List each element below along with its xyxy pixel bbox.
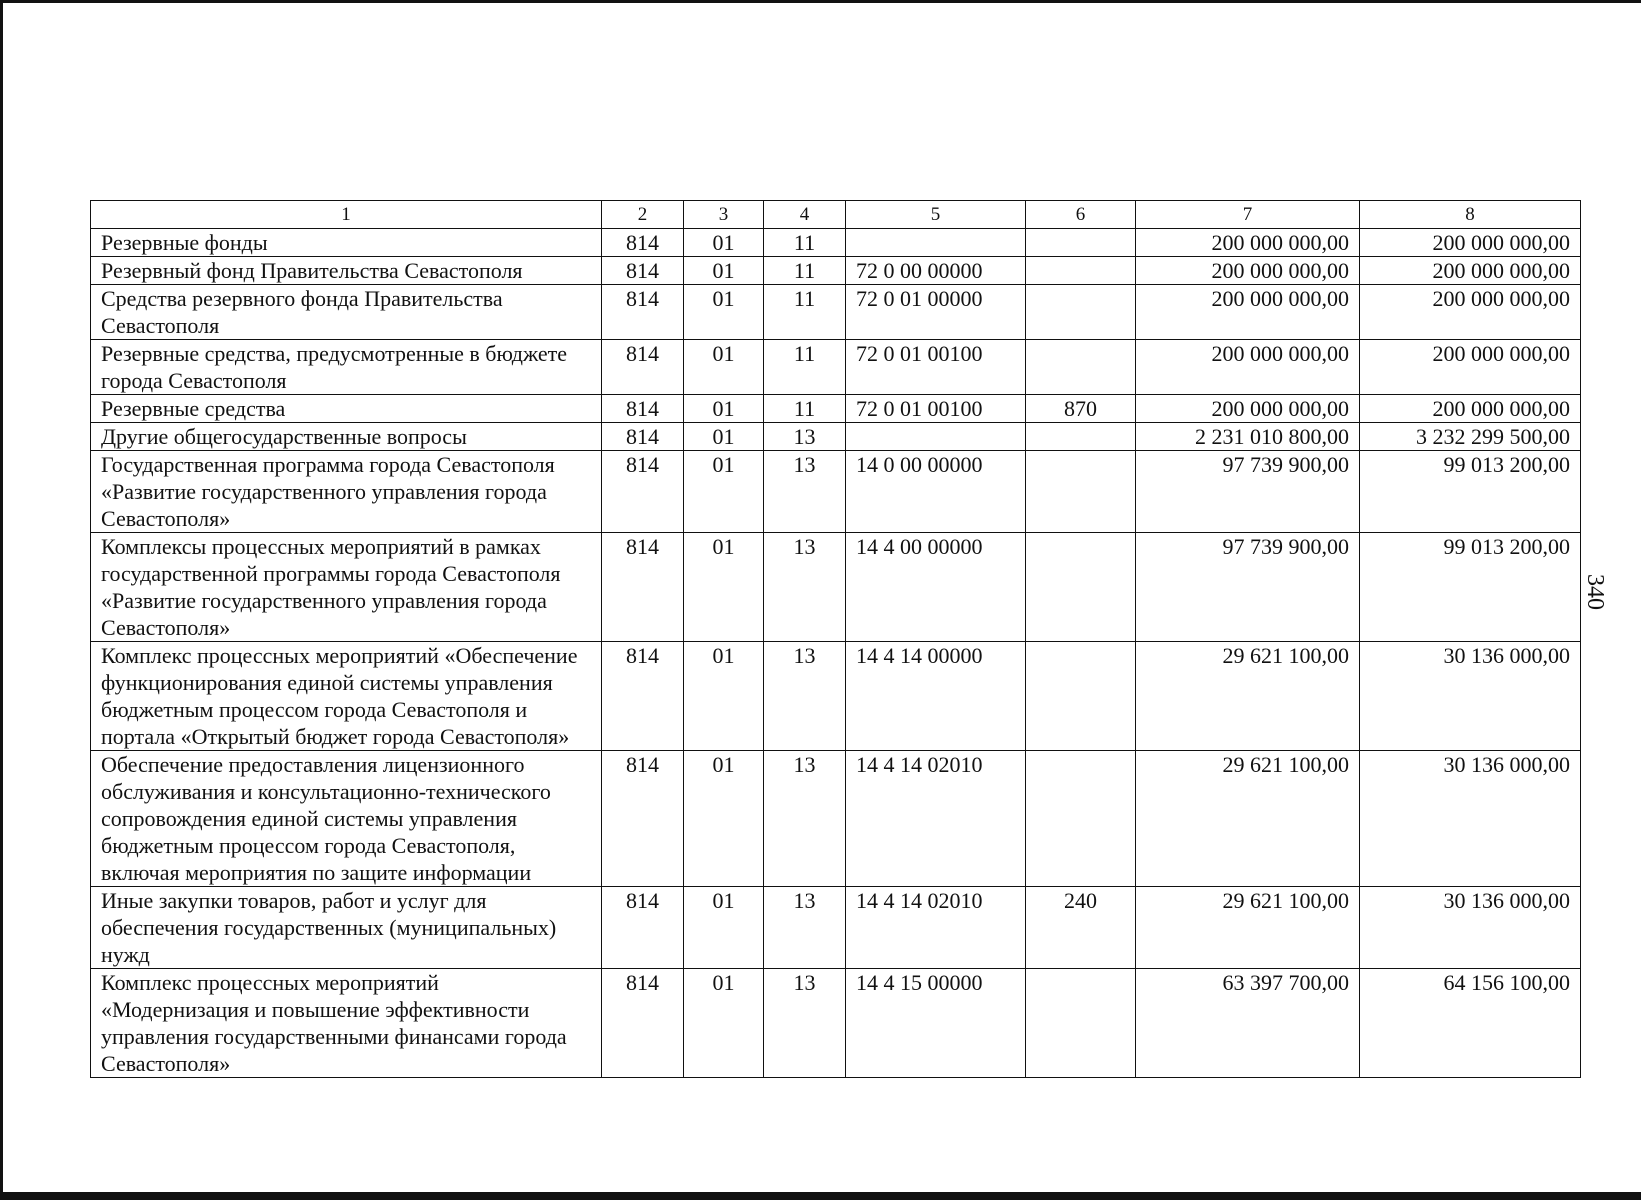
amount-col7-cell: 29 621 100,00 <box>1136 887 1360 969</box>
target-article-cell <box>846 423 1026 451</box>
expense-type-cell <box>1026 533 1136 642</box>
expense-type-cell <box>1026 423 1136 451</box>
amount-col7-cell: 97 739 900,00 <box>1136 533 1360 642</box>
table-row <box>91 257 1581 285</box>
item-name-cell: Государственная программа города Севастополя «Развитие государственного управления города Севастополя» <box>91 451 602 533</box>
section-code-cell: 01 <box>684 229 764 257</box>
target-article-cell: 14 4 14 00000 <box>846 642 1026 751</box>
amount-col7-cell: 200 000 000,00 <box>1136 257 1360 285</box>
target-article-cell: 14 0 00 00000 <box>846 451 1026 533</box>
amount-col8-cell: 200 000 000,00 <box>1360 395 1581 423</box>
item-name-cell: Комплекс процессных мероприятий «Модернизация и повышение эффективности управления государственными финансами города Севастополя» <box>91 969 602 1078</box>
scan-border-left <box>0 0 3 1200</box>
target-article-cell: 14 4 00 00000 <box>846 533 1026 642</box>
subsection-code-cell: 13 <box>764 423 846 451</box>
table-row <box>91 533 1581 642</box>
expense-type-cell <box>1026 642 1136 751</box>
column-header: 2 <box>602 201 684 229</box>
table-row <box>91 642 1581 751</box>
section-code-cell: 01 <box>684 451 764 533</box>
table-header <box>91 201 1581 229</box>
item-name-cell: Комплекс процессных мероприятий «Обеспечение функционирования единой системы управления бюджетным процессом города Севастополя и портала «Открытый бюджет города Севастополя» <box>91 642 602 751</box>
table-row <box>91 395 1581 423</box>
amount-col8-cell: 30 136 000,00 <box>1360 751 1581 887</box>
section-code-cell: 01 <box>684 751 764 887</box>
table-row <box>91 887 1581 969</box>
expense-type-cell <box>1026 751 1136 887</box>
amount-col7-cell: 2 231 010 800,00 <box>1136 423 1360 451</box>
item-name-cell: Другие общегосударственные вопросы <box>91 423 602 451</box>
section-code-cell: 01 <box>684 642 764 751</box>
column-header: 7 <box>1136 201 1360 229</box>
department-code-cell: 814 <box>602 285 684 340</box>
amount-col7-cell: 200 000 000,00 <box>1136 285 1360 340</box>
department-code-cell: 814 <box>602 751 684 887</box>
subsection-code-cell: 11 <box>764 285 846 340</box>
section-code-cell: 01 <box>684 423 764 451</box>
section-code-cell: 01 <box>684 285 764 340</box>
column-header: 3 <box>684 201 764 229</box>
section-code-cell: 01 <box>684 395 764 423</box>
page-number: 340 <box>1582 574 1608 610</box>
department-code-cell: 814 <box>602 340 684 395</box>
amount-col7-cell: 63 397 700,00 <box>1136 969 1360 1078</box>
item-name-cell: Средства резервного фонда Правительства Севастополя <box>91 285 602 340</box>
department-code-cell: 814 <box>602 969 684 1078</box>
amount-col7-cell: 200 000 000,00 <box>1136 395 1360 423</box>
department-code-cell: 814 <box>602 395 684 423</box>
subsection-code-cell: 13 <box>764 642 846 751</box>
section-code-cell: 01 <box>684 887 764 969</box>
amount-col7-cell: 200 000 000,00 <box>1136 340 1360 395</box>
section-code-cell: 01 <box>684 969 764 1078</box>
target-article-cell: 72 0 00 00000 <box>846 257 1026 285</box>
table-row <box>91 229 1581 257</box>
subsection-code-cell: 13 <box>764 969 846 1078</box>
item-name-cell: Резервные средства, предусмотренные в бюджете города Севастополя <box>91 340 602 395</box>
column-number-row <box>91 201 1581 229</box>
column-header: 4 <box>764 201 846 229</box>
amount-col8-cell: 200 000 000,00 <box>1360 340 1581 395</box>
item-name-cell: Обеспечение предоставления лицензионного обслуживания и консультационно-технического сопровождения единой системы управления бюджетным процессом города Севастополя, включая мероприятия по защите информации <box>91 751 602 887</box>
item-name-cell: Иные закупки товаров, работ и услуг для обеспечения государственных (муниципальных) нужд <box>91 887 602 969</box>
section-code-cell: 01 <box>684 257 764 285</box>
amount-col8-cell: 30 136 000,00 <box>1360 887 1581 969</box>
expense-type-cell <box>1026 285 1136 340</box>
item-name-cell: Комплексы процессных мероприятий в рамках государственной программы города Севастополя «Развитие государственного управления города Севастополя» <box>91 533 602 642</box>
table-row <box>91 423 1581 451</box>
amount-col8-cell: 200 000 000,00 <box>1360 229 1581 257</box>
table-body <box>91 229 1581 1078</box>
amount-col8-cell: 99 013 200,00 <box>1360 533 1581 642</box>
expense-type-cell <box>1026 451 1136 533</box>
table-row <box>91 285 1581 340</box>
column-header: 6 <box>1026 201 1136 229</box>
expense-type-cell <box>1026 257 1136 285</box>
amount-col7-cell: 97 739 900,00 <box>1136 451 1360 533</box>
subsection-code-cell: 13 <box>764 451 846 533</box>
column-header: 5 <box>846 201 1026 229</box>
expense-type-cell <box>1026 340 1136 395</box>
target-article-cell: 72 0 01 00000 <box>846 285 1026 340</box>
amount-col8-cell: 30 136 000,00 <box>1360 642 1581 751</box>
subsection-code-cell: 13 <box>764 887 846 969</box>
department-code-cell: 814 <box>602 229 684 257</box>
subsection-code-cell: 13 <box>764 751 846 887</box>
table-row <box>91 969 1581 1078</box>
department-code-cell: 814 <box>602 257 684 285</box>
scan-border-bottom <box>0 1192 1641 1200</box>
target-article-cell: 14 4 14 02010 <box>846 751 1026 887</box>
target-article-cell: 14 4 15 00000 <box>846 969 1026 1078</box>
expense-type-cell: 240 <box>1026 887 1136 969</box>
expense-type-cell <box>1026 969 1136 1078</box>
table-row <box>91 751 1581 887</box>
expense-type-cell <box>1026 229 1136 257</box>
amount-col8-cell: 64 156 100,00 <box>1360 969 1581 1078</box>
amount-col8-cell: 3 232 299 500,00 <box>1360 423 1581 451</box>
department-code-cell: 814 <box>602 423 684 451</box>
budget-table <box>90 200 1581 1078</box>
amount-col7-cell: 200 000 000,00 <box>1136 229 1360 257</box>
department-code-cell: 814 <box>602 642 684 751</box>
expense-type-cell: 870 <box>1026 395 1136 423</box>
subsection-code-cell: 11 <box>764 395 846 423</box>
column-header: 1 <box>91 201 602 229</box>
amount-col7-cell: 29 621 100,00 <box>1136 642 1360 751</box>
target-article-cell <box>846 229 1026 257</box>
subsection-code-cell: 11 <box>764 340 846 395</box>
target-article-cell: 72 0 01 00100 <box>846 395 1026 423</box>
amount-col8-cell: 200 000 000,00 <box>1360 285 1581 340</box>
target-article-cell: 14 4 14 02010 <box>846 887 1026 969</box>
subsection-code-cell: 11 <box>764 229 846 257</box>
table-row <box>91 451 1581 533</box>
item-name-cell: Резервные средства <box>91 395 602 423</box>
subsection-code-cell: 11 <box>764 257 846 285</box>
column-header: 8 <box>1360 201 1581 229</box>
subsection-code-cell: 13 <box>764 533 846 642</box>
amount-col8-cell: 99 013 200,00 <box>1360 451 1581 533</box>
table-row <box>91 340 1581 395</box>
target-article-cell: 72 0 01 00100 <box>846 340 1026 395</box>
item-name-cell: Резервные фонды <box>91 229 602 257</box>
scan-border-top <box>0 0 1641 3</box>
department-code-cell: 814 <box>602 451 684 533</box>
section-code-cell: 01 <box>684 340 764 395</box>
amount-col8-cell: 200 000 000,00 <box>1360 257 1581 285</box>
section-code-cell: 01 <box>684 533 764 642</box>
item-name-cell: Резервный фонд Правительства Севастополя <box>91 257 602 285</box>
amount-col7-cell: 29 621 100,00 <box>1136 751 1360 887</box>
department-code-cell: 814 <box>602 533 684 642</box>
department-code-cell: 814 <box>602 887 684 969</box>
